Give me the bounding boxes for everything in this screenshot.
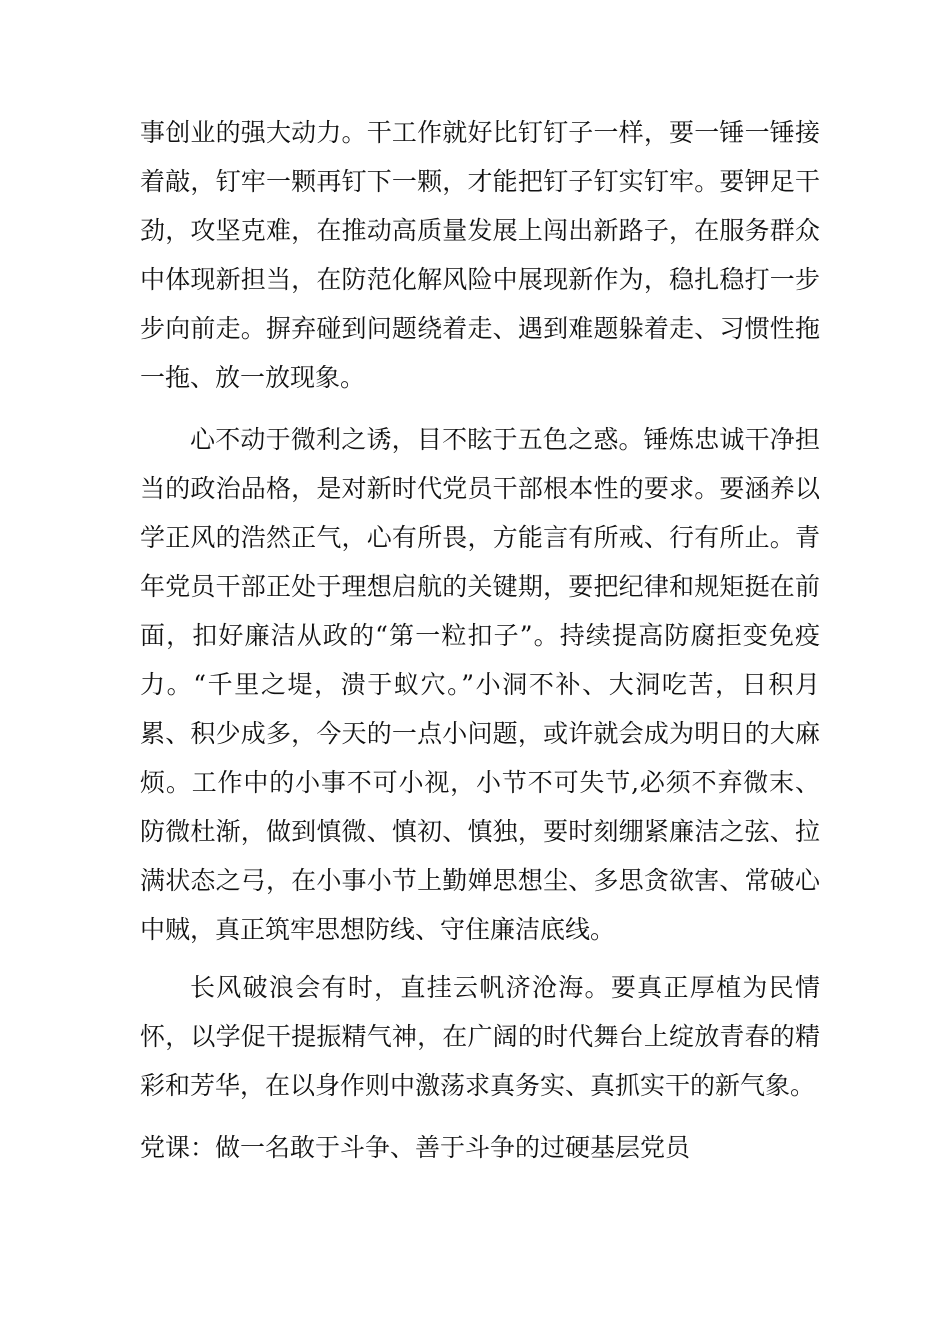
- section-heading: 党课：做一名敢于斗争、善于斗争的过硬基层党员: [140, 1133, 691, 1162]
- paragraph-continuation: 事创业的强大动力。干工作就好比钉钉子一样，要一锤一锤接着敲，钉牢一颗再钉下一颗，才能把钉子钉实钉牢。要钾足干劲，攻坚克难，在推动高质量发展上闯出新路子，在服务群众中体现新担当，在防范化解风险中展现新作为，稳扎稳打一步步向前走。摒弃碰到问题绕着走、遇到难题躲着走、习惯性拖一拖、放一放现象。: [140, 118, 820, 392]
- paragraph-integrity: 心不动于微利之诱，目不眩于五色之惑。锤炼忠诚干净担当的政治品格，是对新时代党员干部根本性的要求。要涵养以学正风的浩然正气，心有所畏，方能言有所戒、行有所止。青年党员干部正处于理想启航的关键期，要把纪律和规矩挺在前面，扣好廉洁从政的“第一粒扣子”。持续提高防腐拒变免疫力。“千里之堤，溃于蚁穴。”小洞不补、大洞吃苦，日积月累、积少成多，今天的一点小问题，或许就会成为明日的大麻烦。工作中的小事不可小视，小节不可失节,必须不弃微末、防微杜渐，做到慎微、慎初、慎独，要时刻绷紧廉洁之弦、拉满状态之弓，在小事小节上勤婵思想尘、多思贪欲害、常破心中贼，真正筑牢思想防线、守住廉洁底线。: [140, 425, 820, 944]
- paragraph-aspiration: 长风破浪会有时，直挂云帆济沧海。要真正厚植为民情怀，以学促干提振精气神，在广阔的时代舞台上绽放青春的精彩和芳华，在以身作则中激荡求真务实、真抓实干的新气象。: [140, 973, 820, 1100]
